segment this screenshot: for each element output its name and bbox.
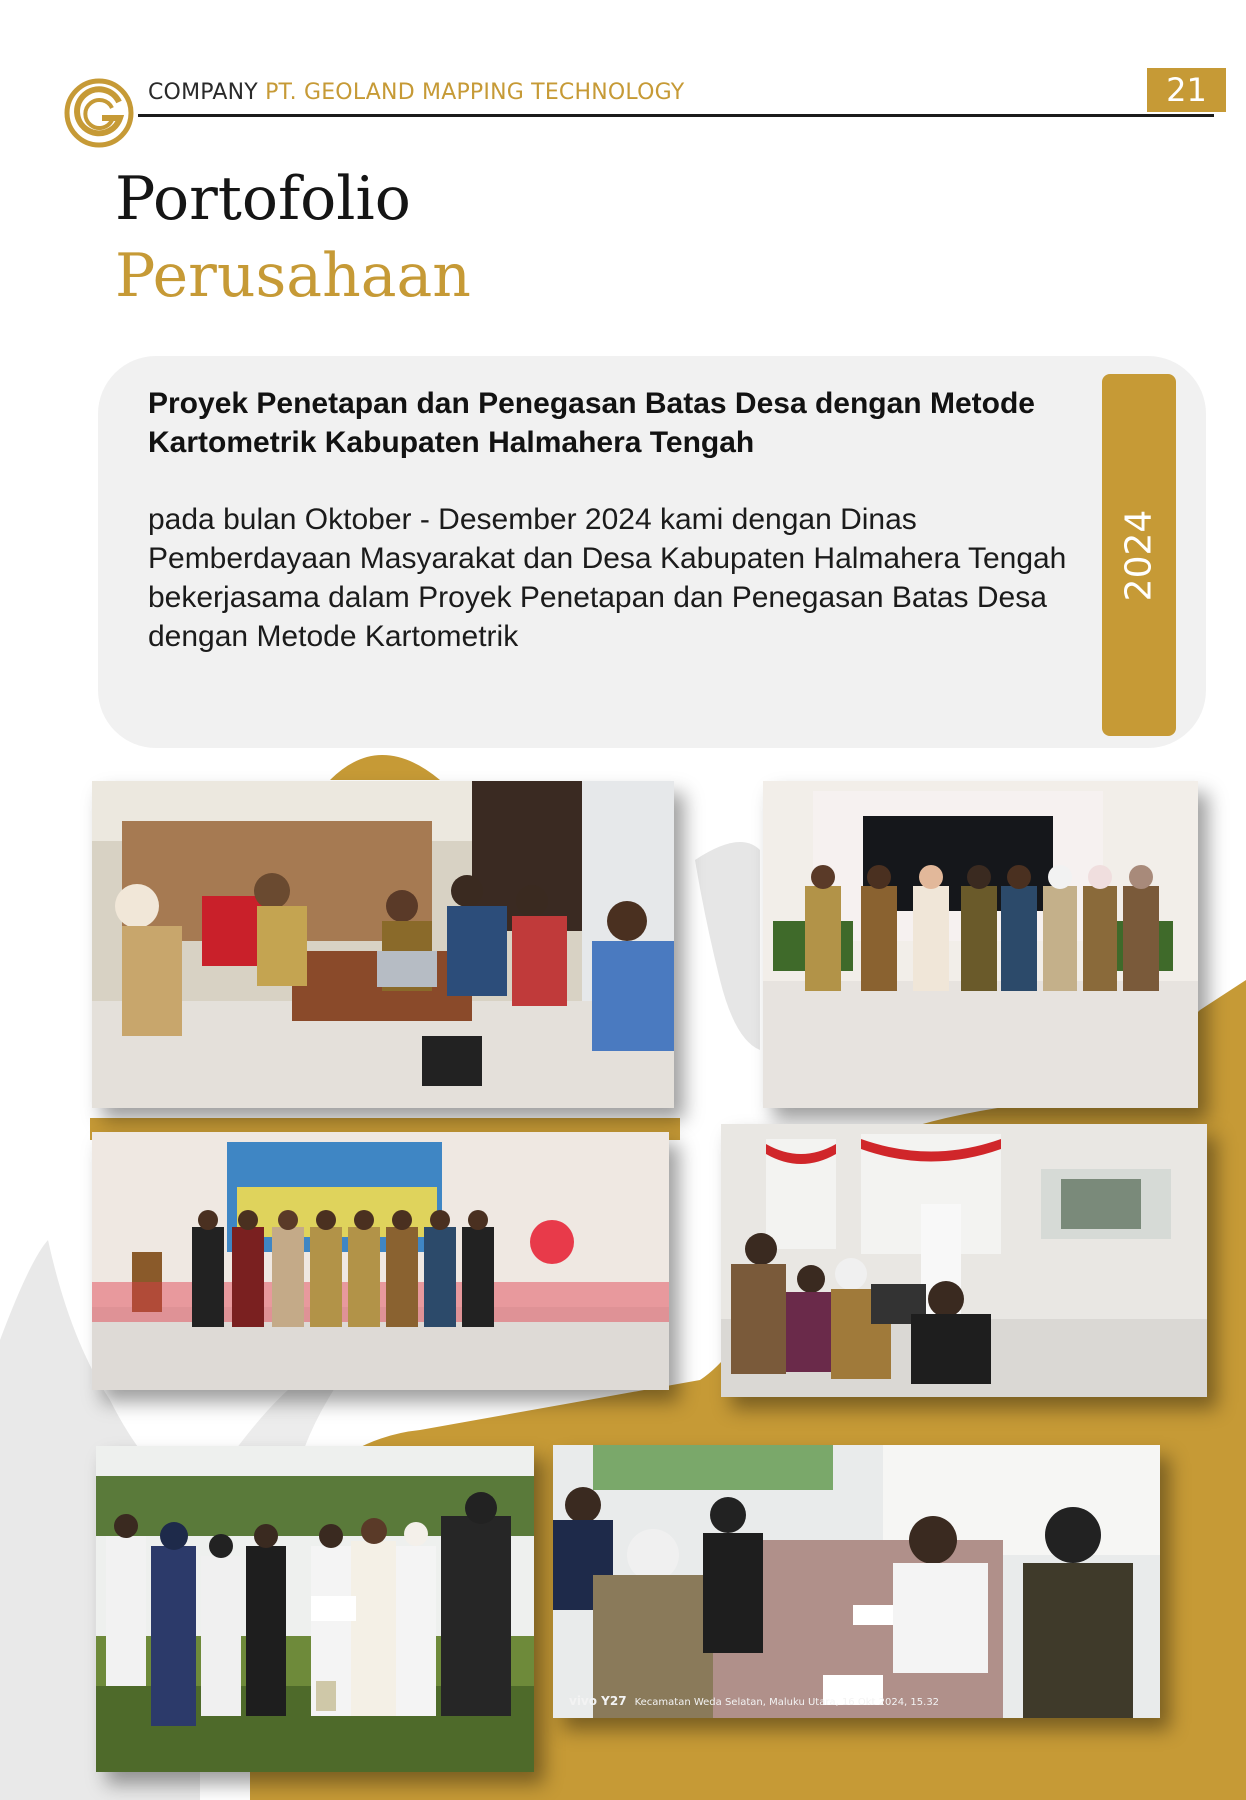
camera-watermark: vivo Y27 [569, 1694, 627, 1708]
photo-document-signing [553, 1445, 1160, 1718]
photo-group-hall [763, 781, 1198, 1108]
page-number: 21 [1147, 68, 1226, 112]
photo-bimbingan-teknis [92, 1132, 669, 1390]
photo-workshop-room [721, 1124, 1207, 1397]
year-label: 2024 [1118, 509, 1160, 601]
header-company [148, 80, 684, 105]
photo-office-meeting [92, 781, 674, 1108]
page-title-line1: Portofolio [115, 164, 411, 234]
year-label-wrapper [1102, 374, 1176, 736]
photo-field-handover [96, 1446, 534, 1772]
gold-top-dome [330, 755, 440, 780]
header-divider [138, 114, 1214, 117]
company-name: PT. GEOLAND MAPPING TECHNOLOGY [265, 80, 685, 105]
project-description: pada bulan Oktober - Desember 2024 kami dengan Dinas Pemberdayaan Masyarakat dan Desa Kabupaten Halmahera Tengah bekerjasama dalam Proyek Penetapan dan Penegasan Batas Desa dengan Metode Kartometrik [148, 503, 1067, 653]
company-logo-icon [64, 78, 134, 148]
gray-right-shape [695, 842, 760, 1050]
photo-timestamp [569, 1694, 939, 1708]
company-label: COMPANY [148, 80, 258, 105]
page-title-line2: Perusahaan [115, 241, 471, 311]
photo-location-stamp: Kecamatan Weda Selatan, Maluku Utara, 16 Okt 2024, 15.32 [634, 1697, 940, 1708]
project-heading: Proyek Penetapan dan Penegasan Batas Desa dengan Metode Kartometrik Kabupaten Halmahera Tengah [148, 387, 1035, 459]
